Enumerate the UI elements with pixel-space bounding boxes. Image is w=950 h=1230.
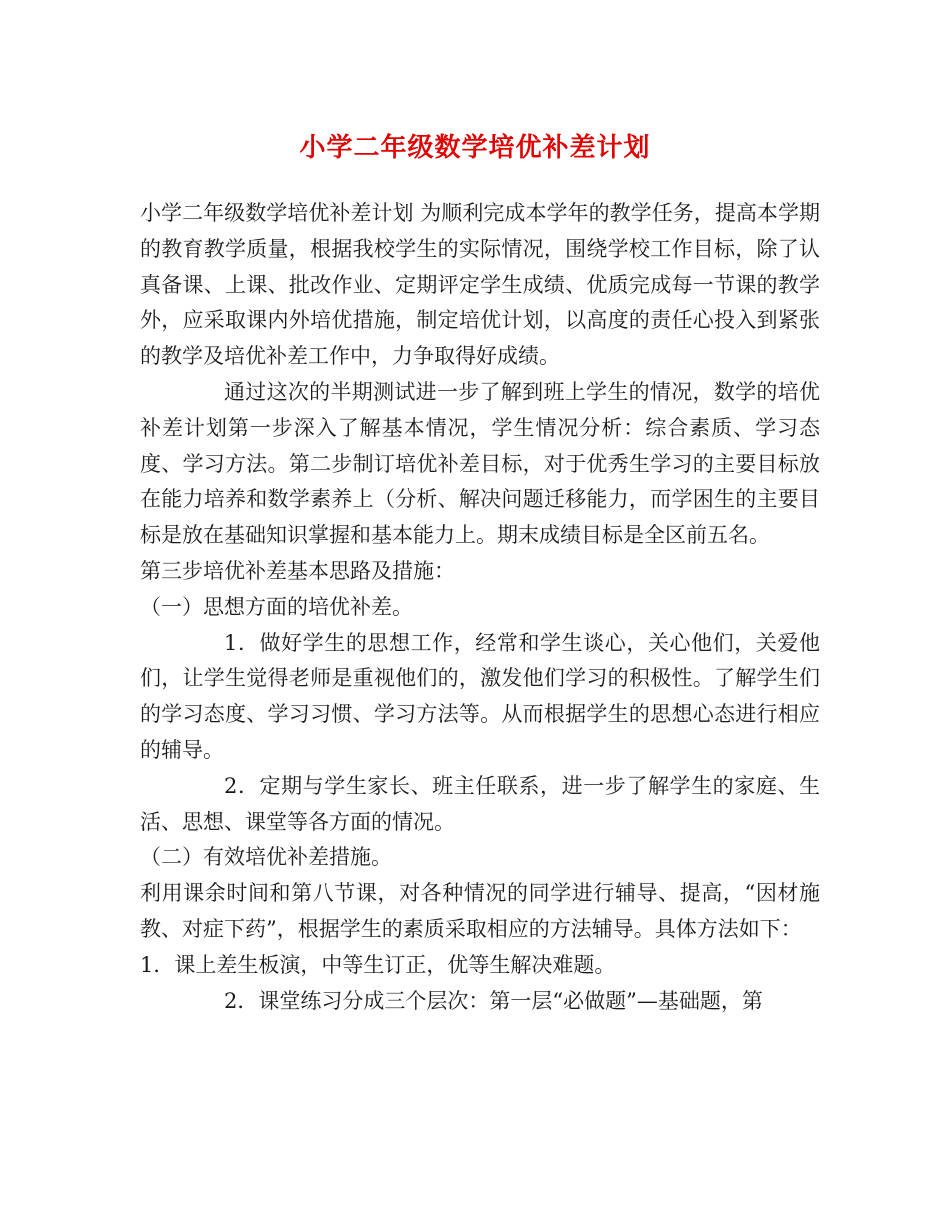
list-item-thought-2: 2．定期与学生家长、班主任联系，进一步了解学生的家庭、生活、思想、课堂等各方面的情况。	[140, 773, 820, 834]
paragraph-measures: 利用课余时间和第八节课，对各种情况的同学进行辅导、提高，“因材施教、对症下药”，根据学生的素质采取相应的方法辅导。具体方法如下：	[140, 881, 820, 941]
list-item-measure-2: 2．课堂练习分成三个层次：第一层“必做题”—基础题，第	[224, 988, 763, 1013]
list-item-measure-1: 1．课上差生板演，中等生订正，优等生解决难题。	[140, 952, 616, 977]
paragraph-analysis: 通过这次的半期测试进一步了解到班上学生的情况，数学的培优补差计划第一步深入了解基本情况，学生情况分析：综合素质、学习态度、学习方法。第二步制订培优补差目标，对于优秀生学习的主要目标放在能力培养和数学素养上（分析、解决问题迁移能力，而学困生的主要目标是放在基础知识掌握和基本能力上。期末成绩目标是全区前五名。	[140, 379, 820, 548]
list-item-thought-1: 1．做好学生的思想工作，经常和学生谈心，关心他们，关爱他们，让学生觉得老师是重视他们的，激发他们学习的积极性。了解学生们的学习态度、学习习惯、学习方法等。从而根据学生的思想心态进行相应的辅导。	[140, 630, 820, 762]
document-body	[140, 196, 820, 1019]
section-heading-thought: （一）思想方面的培优补差。	[140, 594, 413, 619]
paragraph-intro: 小学二年级数学培优补差计划 为顺利完成本学年的教学任务，提高本学期的教育教学质量，根据我校学生的实际情况，围绕学校工作目标，除了认真备课、上课、批改作业、定期评定学生成绩、优质完成每一节课的教学外，应采取课内外培优措施，制定培优计划，以高度的责任心投入到紧张的教学及培优补差工作中，力争取得好成绩。	[140, 201, 820, 369]
document-title: 小学二年级数学培优补差计划	[299, 133, 651, 163]
paragraph-step-three: 第三步培优补差基本思路及措施：	[140, 558, 455, 583]
section-heading-measures: （二）有效培优补差措施。	[140, 845, 392, 870]
